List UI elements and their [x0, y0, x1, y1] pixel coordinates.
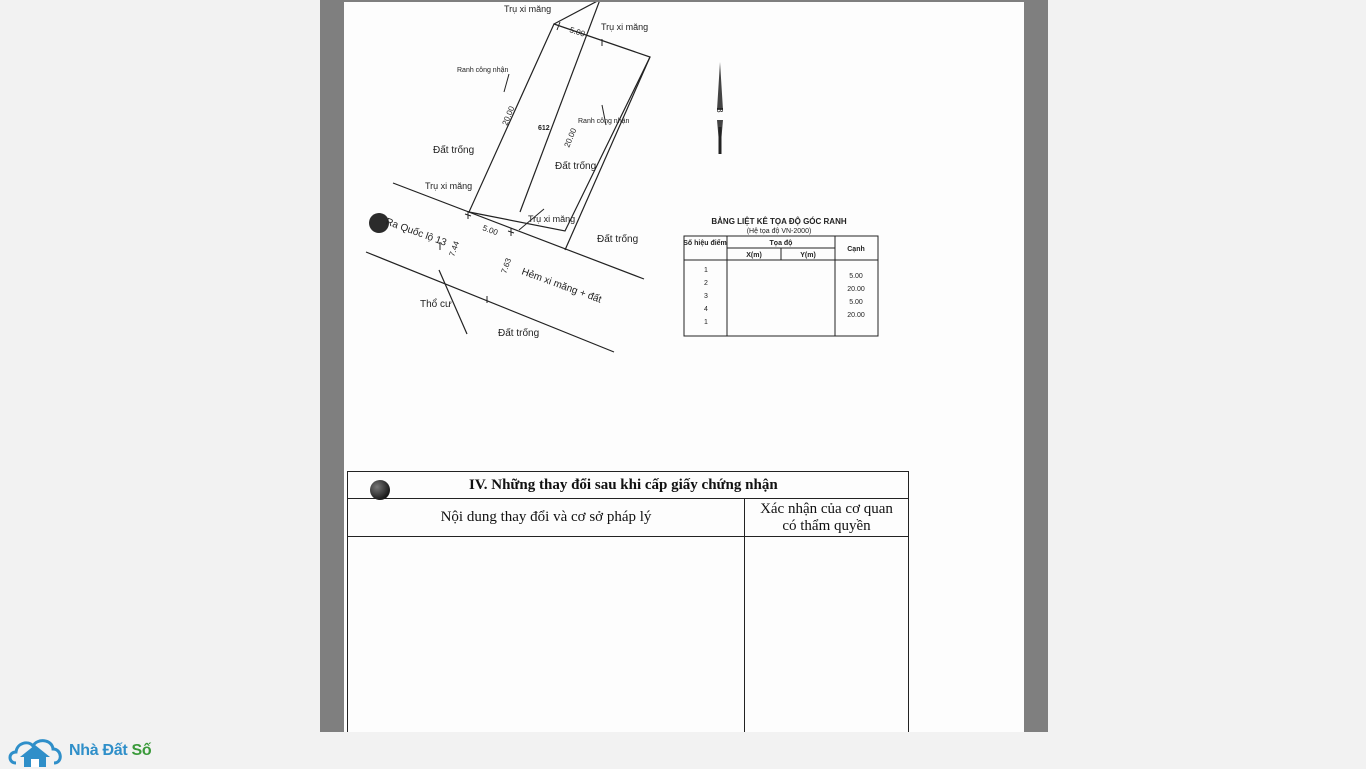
coord-header-point: Số hiệu điểm: [683, 240, 727, 247]
coord-table-title: BẢNG LIỆT KÊ TỌA ĐỘ GÓC RANH: [711, 217, 847, 226]
coord-row-point: 2: [704, 280, 708, 287]
punch-hole: [370, 480, 390, 500]
label-tru-bottom-right: Trụ xi măng: [528, 214, 576, 224]
label-tru-bottom-left: Trụ xi măng: [425, 181, 473, 191]
coord-table-subtitle: (Hệ tọa độ VN-2000): [746, 228, 812, 235]
document-viewer: [320, 0, 1048, 732]
changes-title-bar: [348, 472, 908, 499]
label-dat-trong-right: Đất trống: [597, 234, 639, 245]
coord-row-edge: 20.00: [847, 286, 865, 293]
label-dat-trong-left: Đất trống: [433, 145, 475, 156]
coord-row-edge: 20.00: [847, 312, 865, 319]
coord-row-point: 4: [704, 306, 708, 313]
label-dat-trong-center: Đất trống: [555, 161, 597, 172]
label-ranh-right: Ranh công nhận: [578, 118, 630, 125]
coord-row-edge: 5.00: [849, 299, 863, 306]
col-confirm-line1: Xác nhận của cơ quan: [760, 501, 893, 517]
coord-header-y: Y(m): [800, 252, 816, 259]
parcel-number: 612: [538, 125, 550, 132]
coord-row-point: 1: [704, 267, 708, 274]
label-tho-cu: Thổ cư: [420, 299, 452, 310]
label-ranh-left: Ranh công nhận: [457, 67, 509, 74]
dim-top-width: 5.00: [568, 25, 586, 39]
brand-name-main: Nhà Đất: [69, 741, 132, 759]
changes-section: [347, 471, 909, 732]
brand-watermark: [6, 733, 151, 768]
coord-row-point: 3: [704, 293, 708, 300]
col-content-cell: [348, 537, 745, 732]
brand-name: [69, 742, 151, 760]
house-cloud-logo-icon: [6, 733, 66, 769]
document-page: [344, 2, 1024, 732]
dim-right-length: 20.00: [562, 126, 579, 149]
road-name: Ra Quốc lộ 13: [383, 216, 448, 249]
label-tru-top-left: Trụ xi măng: [504, 4, 552, 14]
brand-name-accent: Số: [131, 741, 152, 759]
label-tru-top-right: Trụ xi măng: [601, 22, 649, 32]
coord-header-edge: Cạnh: [847, 246, 865, 253]
coord-header-x: X(m): [746, 252, 762, 259]
dim-left-length: 20.00: [500, 104, 517, 127]
coord-row-edge: 5.00: [849, 273, 863, 280]
dim-alley-right: 7.63: [499, 256, 514, 275]
coord-row-point: 1: [704, 319, 708, 326]
dim-alley-left: 7.44: [447, 239, 462, 258]
col-confirm-line2: có thẩm quyền: [782, 518, 871, 534]
col-content-header: Nội dung thay đổi và cơ sở pháp lý: [348, 499, 745, 536]
north-label: B: [715, 107, 724, 113]
label-dat-trong-bottom: Đất trống: [498, 328, 540, 339]
dim-bottom-width: 5.00: [481, 223, 500, 238]
changes-body-row: [348, 537, 908, 732]
coord-table-rows: [704, 267, 865, 326]
col-confirm-header: [745, 499, 908, 536]
parcel-outline: [366, 2, 650, 352]
coord-header-coord: Tọa độ: [769, 240, 793, 247]
changes-title: IV. Những thay đổi sau khi cấp giấy chứng nhận: [469, 476, 778, 493]
label-alley: Hẻm xi măng + đất: [519, 266, 603, 306]
changes-header-row: [348, 499, 908, 537]
